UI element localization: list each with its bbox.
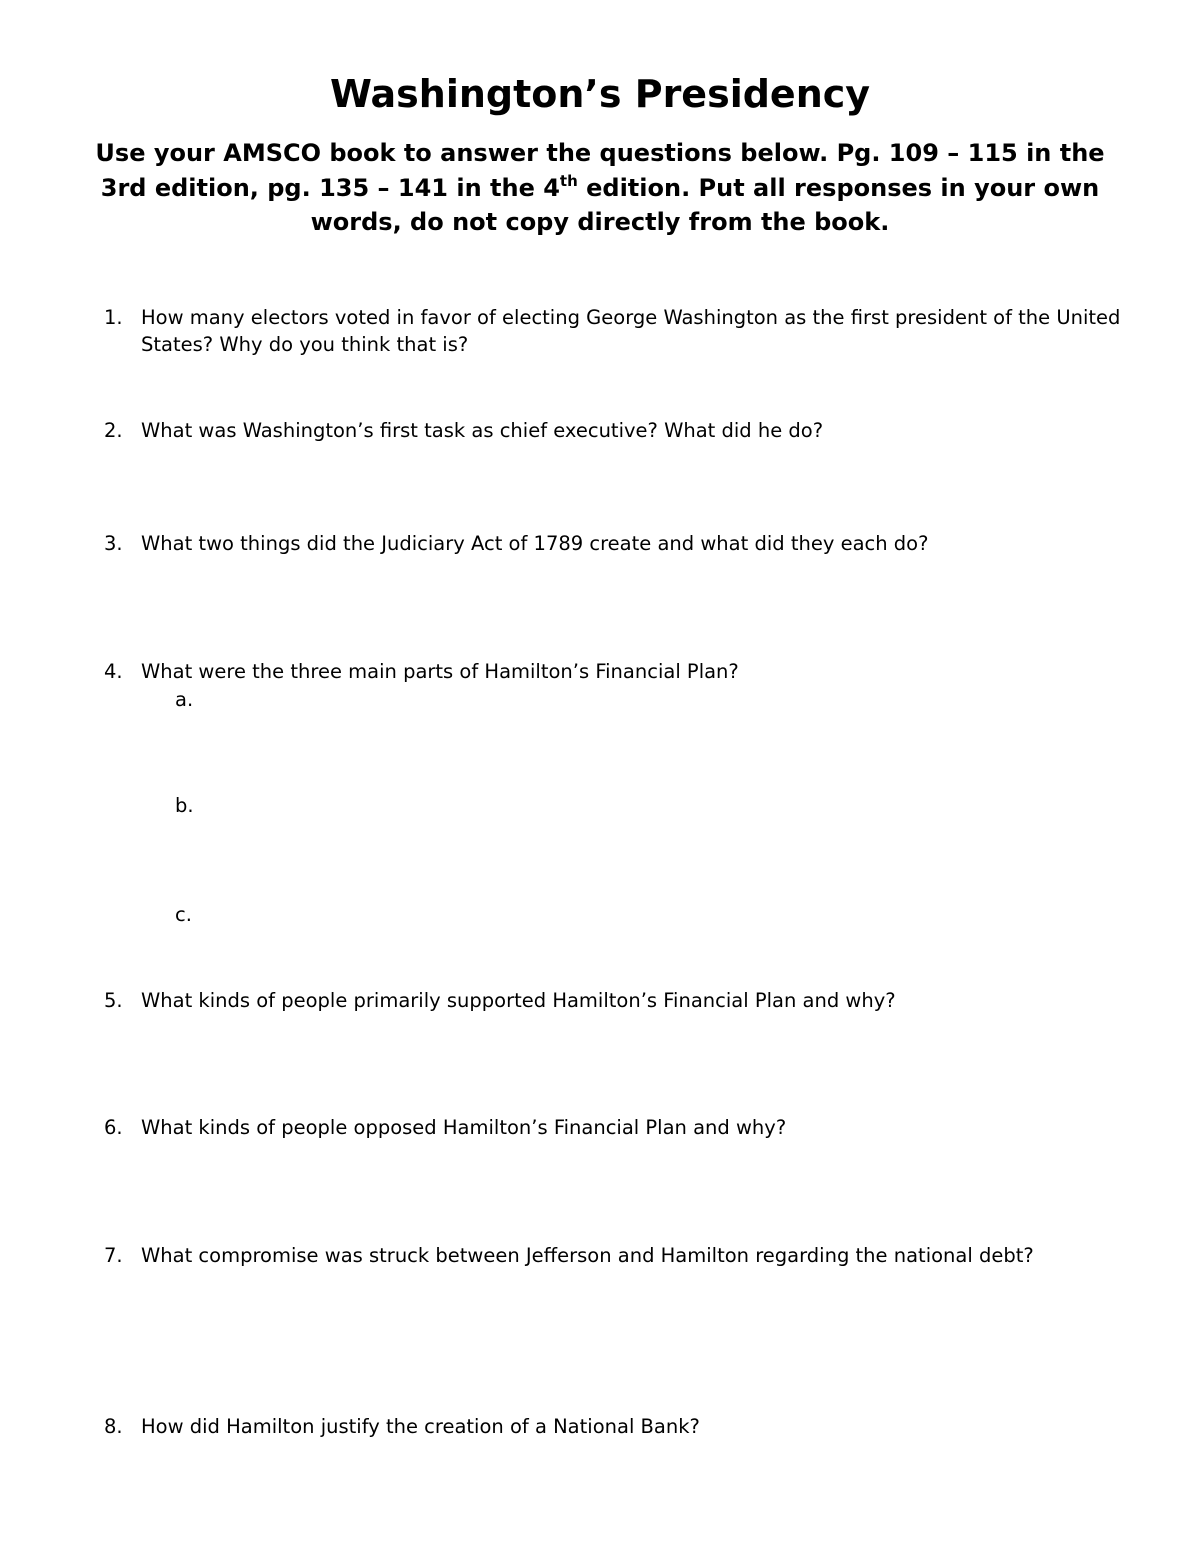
sub-item-c: c.: [175, 903, 192, 926]
question-text: What kinds of people primarily supported Hamilton’s Financial Plan and why?: [141, 989, 896, 1012]
instructions-text-2: edition. Put all responses in your own words, do not copy directly from the book.: [310, 173, 1100, 236]
question-number: 8.: [104, 1415, 123, 1438]
question-text: What two things did the Judiciary Act of 1789 create and what did they each do?: [141, 532, 929, 555]
question-text: What compromise was struck between Jefferson and Hamilton regarding the national debt?: [141, 1244, 1034, 1267]
sub-item-b: b.: [175, 794, 194, 817]
question-number: 2.: [104, 419, 123, 442]
question-text: What was Washington’s first task as chief executive? What did he do?: [141, 419, 824, 442]
question-number: 1.: [104, 306, 123, 329]
question-number: 6.: [104, 1116, 123, 1139]
question-number: 4.: [104, 660, 123, 683]
question-number: 7.: [104, 1244, 123, 1267]
instructions-text-1: Use your AMSCO book to answer the questions below. Pg. 109 – 115 in the 3rd edition, pg. 135 – 141 in the 4: [95, 139, 1105, 202]
instructions-superscript: th: [559, 171, 578, 190]
instructions: [70, 136, 1130, 240]
question-text: How did Hamilton justify the creation of a National Bank?: [141, 1415, 700, 1438]
question-text: How many electors voted in favor of electing George Washington as the first president of the United States? Why do you think that is?: [141, 306, 1121, 356]
question-text: What kinds of people opposed Hamilton’s Financial Plan and why?: [141, 1116, 787, 1139]
question-text: What were the three main parts of Hamilton’s Financial Plan?: [141, 660, 739, 683]
sub-item-a: a.: [175, 688, 194, 711]
question-number: 3.: [104, 532, 123, 555]
worksheet-title: Washington’s Presidency: [329, 72, 871, 116]
question-number: 5.: [104, 989, 123, 1012]
